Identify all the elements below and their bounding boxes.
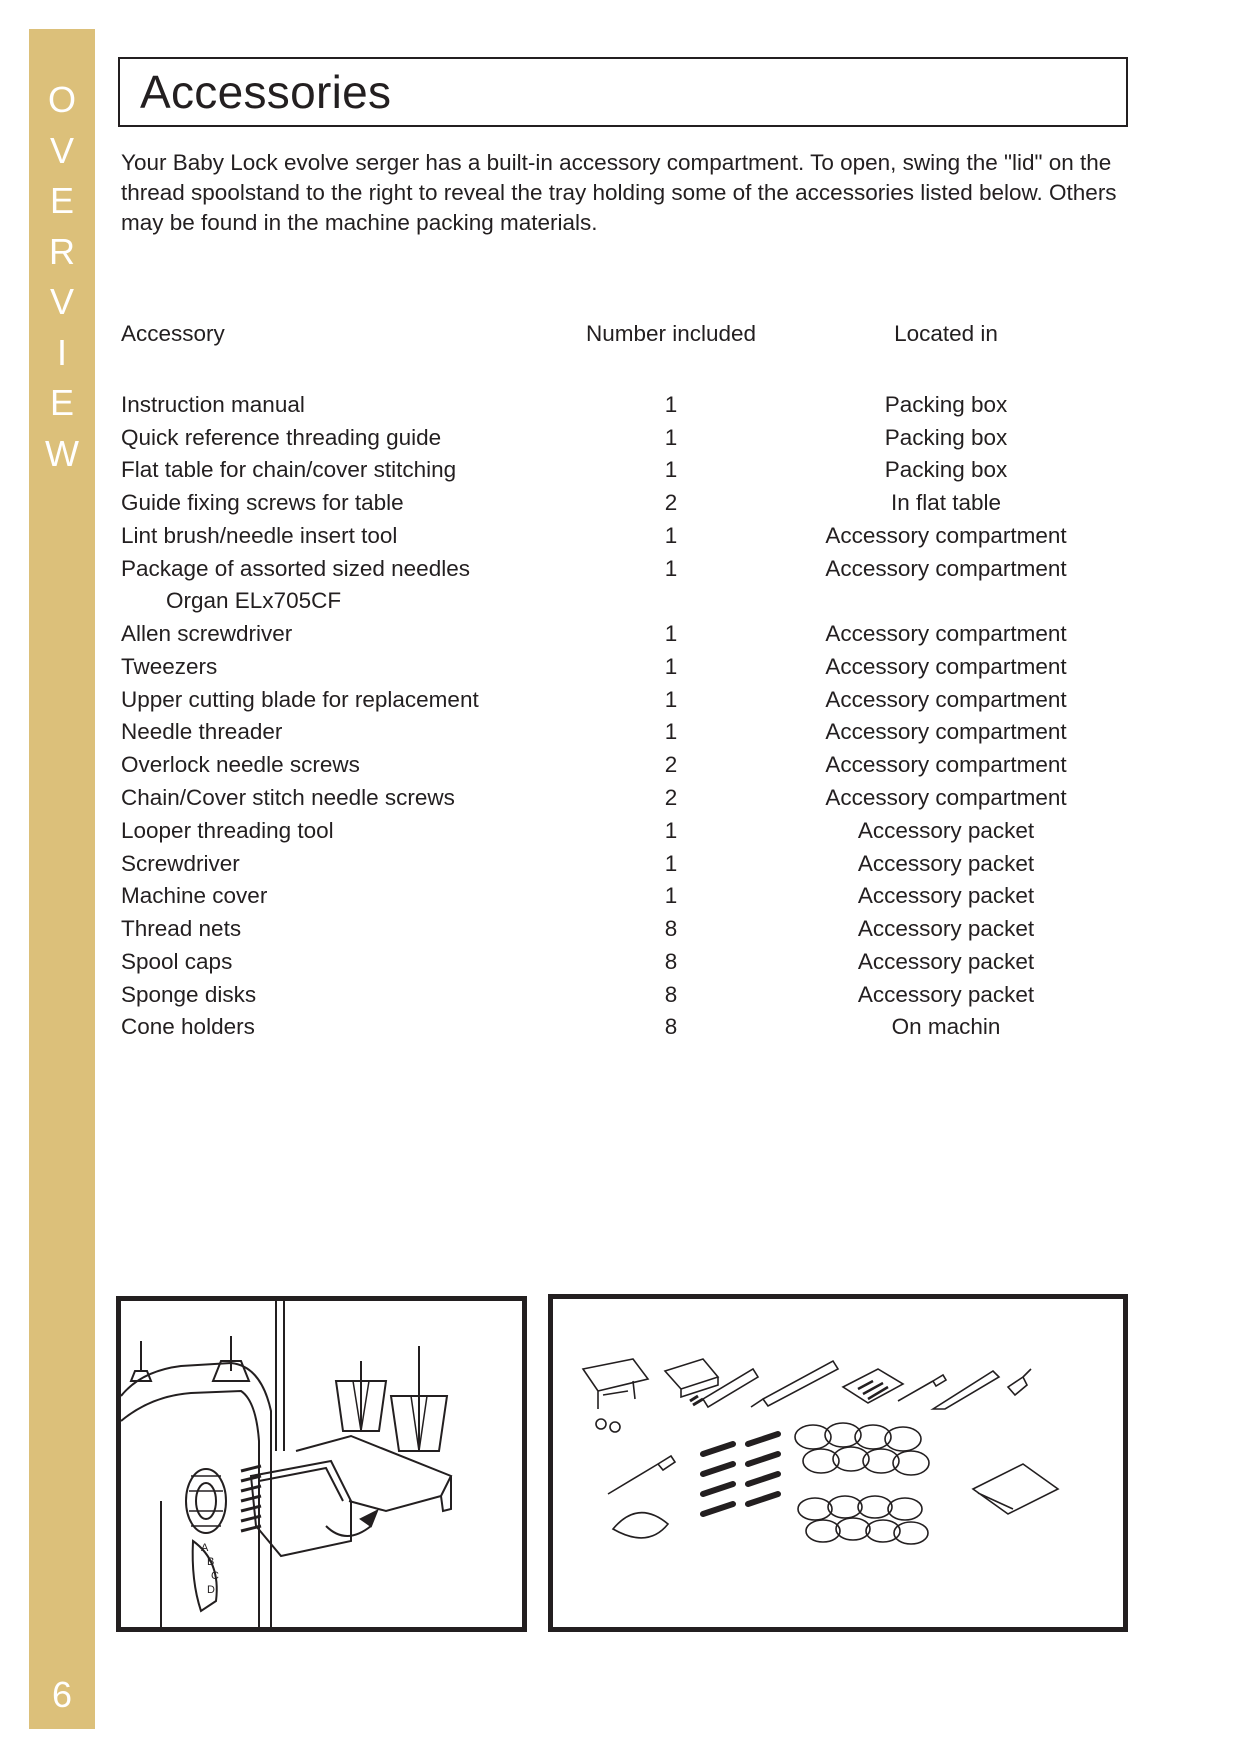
header-located-in: Located in [894, 321, 998, 346]
header-number-included: Number included [585, 321, 757, 346]
dial-label: B [207, 1556, 215, 1568]
spool-pin [131, 1341, 151, 1381]
cutting-blade-icon [1008, 1369, 1031, 1395]
cell-location: Accessory packet [857, 818, 1035, 843]
needle-threader-icon [751, 1361, 838, 1407]
cell-accessory: Needle threader [121, 719, 283, 744]
cell-accessory: Tweezers [121, 654, 218, 679]
cell-quantity: 2 [664, 785, 678, 810]
table-row [121, 752, 1151, 784]
manual-icon [665, 1359, 718, 1397]
dial-label: D [207, 1584, 215, 1596]
cell-accessory: Lint brush/needle insert tool [121, 523, 398, 548]
cell-accessory: Sponge disks [121, 982, 257, 1007]
cell-location: Accessory packet [857, 883, 1035, 908]
handwheel-dial [186, 1469, 226, 1533]
dial-label: A [201, 1542, 209, 1554]
section-letter: E [49, 382, 74, 423]
cell-quantity: 8 [664, 1014, 678, 1039]
sidebar-band [29, 29, 95, 1729]
cell-quantity: 1 [664, 687, 678, 712]
page-title: Accessories [140, 66, 392, 118]
spool-stand-lid [296, 1436, 451, 1511]
cell-quantity: 2 [664, 490, 678, 515]
section-letter: O [47, 79, 76, 120]
section-label-overview [29, 75, 95, 479]
cell-accessory: Guide fixing screws for table [121, 490, 404, 515]
cell-quantity: 1 [664, 851, 678, 876]
cell-accessory: Quick reference threading guide [121, 425, 442, 450]
table-row [121, 556, 1151, 588]
section-letter: W [45, 432, 79, 474]
table-row [121, 523, 1151, 555]
cell-accessory: Chain/Cover stitch needle screws [121, 785, 455, 810]
cell-quantity: 8 [664, 982, 678, 1007]
cell-accessory: Package of assorted sized needles [121, 556, 470, 581]
cell-accessory-detail: Organ ELx705CF [166, 588, 342, 613]
table-row [121, 851, 1151, 883]
cell-location: Accessory packet [857, 851, 1035, 876]
table-row [121, 1014, 1151, 1046]
cell-location: Accessory compartment [825, 785, 1067, 810]
cell-location: On machin [891, 1014, 1001, 1039]
cell-quantity: 1 [664, 621, 678, 646]
cell-location: Accessory compartment [825, 621, 1067, 646]
table-row [121, 687, 1151, 719]
table-row [121, 982, 1151, 1014]
section-letter: E [49, 180, 74, 221]
section-letter: V [49, 281, 74, 322]
cell-accessory: Cone holders [121, 1014, 255, 1039]
cell-accessory: Thread nets [121, 916, 242, 941]
machine-drawing [121, 1301, 522, 1627]
cell-quantity: 1 [664, 654, 678, 679]
machine-compartment-illustration [116, 1296, 527, 1632]
header-accessory: Accessory [121, 321, 225, 346]
cell-quantity: 1 [664, 719, 678, 744]
needle-package-icon [843, 1369, 903, 1403]
table-row [121, 588, 1151, 620]
cell-location: Packing box [884, 392, 1008, 417]
cell-location: Accessory compartment [825, 687, 1067, 712]
cell-location: Accessory compartment [825, 752, 1067, 777]
cell-accessory: Spool caps [121, 949, 233, 974]
cell-quantity: 1 [664, 523, 678, 548]
cell-location: Accessory compartment [825, 556, 1067, 581]
section-letter: I [56, 331, 67, 373]
table-row [121, 654, 1151, 686]
cell-accessory: Screwdriver [121, 851, 240, 876]
section-letter: R [49, 230, 75, 272]
title-box [118, 57, 1128, 127]
cell-accessory: Looper threading tool [121, 818, 334, 843]
cell-accessory: Machine cover [121, 883, 268, 908]
cell-quantity: 1 [664, 818, 678, 843]
table-row [121, 425, 1151, 457]
flat-table-icon [583, 1359, 648, 1409]
swing-arrow-icon [326, 1526, 371, 1536]
table-row [121, 621, 1151, 653]
cell-quantity: 8 [664, 949, 678, 974]
table-row [121, 392, 1151, 424]
cell-location: In flat table [890, 490, 1002, 515]
page-number: 6 [51, 1674, 73, 1715]
cell-location: Accessory compartment [825, 719, 1067, 744]
cell-accessory: Instruction manual [121, 392, 305, 417]
section-letter: V [49, 129, 74, 171]
cell-location: Accessory compartment [825, 523, 1067, 548]
spool-pin [213, 1336, 249, 1381]
screwdriver-icon [608, 1456, 675, 1494]
accessory-tray [251, 1461, 351, 1556]
table-row [121, 457, 1151, 489]
accessories-illustration [548, 1294, 1128, 1632]
cell-location: Accessory packet [857, 949, 1035, 974]
cell-quantity: 1 [664, 883, 678, 908]
allen-screwdriver-icon [898, 1375, 946, 1401]
cell-quantity: 8 [664, 916, 678, 941]
table-row [121, 818, 1151, 850]
accessories-drawing [553, 1299, 1123, 1627]
intro-paragraph: Your Baby Lock evolve serger has a built-in accessory compartment. To open, swing the "lid" on the thread spoolstand to the right to reveal the tray holding some of the accessories listed below. Others may be found in the machine packing materials. [121, 150, 1117, 235]
table-row [121, 949, 1151, 981]
sponge-disks-icon [798, 1496, 928, 1544]
machine-cover-icon [613, 1513, 668, 1538]
cell-location: Accessory packet [857, 982, 1035, 1007]
cell-location: Accessory compartment [825, 654, 1067, 679]
table-row [121, 785, 1151, 817]
spool-caps-icon [795, 1423, 929, 1475]
cell-quantity: 1 [664, 425, 678, 450]
table-row [121, 883, 1151, 915]
cell-accessory: Overlock needle screws [121, 752, 360, 777]
telescopic-antenna [276, 1301, 284, 1451]
cell-accessory: Upper cutting blade for replacement [121, 687, 479, 712]
table-header [121, 321, 1151, 353]
cell-quantity: 2 [664, 752, 678, 777]
cell-location: Packing box [884, 457, 1008, 482]
tweezers-icon [933, 1371, 999, 1409]
accessory-bag-icon [973, 1464, 1058, 1514]
cell-accessory: Allen screwdriver [121, 621, 293, 646]
cell-location: Accessory packet [857, 916, 1035, 941]
cell-quantity: 1 [664, 457, 678, 482]
table-row [121, 719, 1151, 751]
table-row [121, 916, 1151, 948]
dial-label: C [211, 1570, 219, 1582]
cell-quantity: 1 [664, 556, 678, 581]
thread-nets-icon [703, 1434, 778, 1514]
table-row [121, 490, 1151, 522]
cell-location: Packing box [884, 425, 1008, 450]
cell-accessory: Flat table for chain/cover stitching [121, 457, 457, 482]
cell-quantity: 1 [664, 392, 678, 417]
